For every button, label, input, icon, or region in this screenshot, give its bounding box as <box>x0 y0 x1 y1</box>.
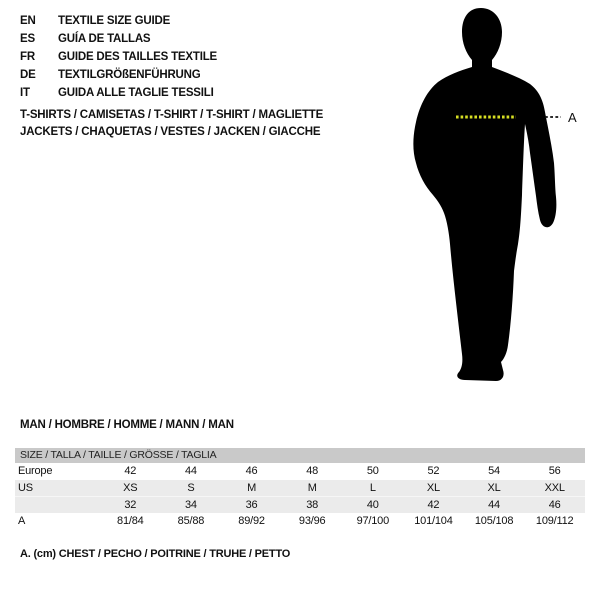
category-line-tshirts: T-SHIRTS / CAMISETAS / T-SHIRT / T-SHIRT / MAGLIETTE <box>20 109 324 121</box>
language-label: TEXTILE SIZE GUIDE <box>58 15 171 27</box>
size-cell: XL <box>487 481 501 494</box>
size-cell: XL <box>426 481 440 494</box>
category-line-jackets: JACKETS / CHAQUETAS / VESTES / JACKEN / GIACCHE <box>20 126 321 138</box>
row-label: US <box>18 481 33 494</box>
size-cell: 97/100 <box>356 514 390 527</box>
size-cell: 36 <box>245 498 258 511</box>
section-title-man: MAN / HOMBRE / HOMME / MANN / MAN <box>20 419 234 431</box>
size-cell: 38 <box>306 498 319 511</box>
size-cell: 50 <box>366 465 379 478</box>
size-cell: 40 <box>366 498 379 511</box>
language-label: GUIDE DES TAILLES TEXTILE <box>58 51 217 63</box>
figure-diagram <box>405 5 580 395</box>
size-cell: 54 <box>488 465 500 478</box>
row-label: Europe <box>18 465 53 478</box>
size-cell: M <box>247 481 257 494</box>
language-list <box>20 12 217 102</box>
size-cell: 109/112 <box>535 514 574 527</box>
language-row-en <box>20 12 217 30</box>
size-cell: 85/88 <box>177 514 205 527</box>
language-row-es <box>20 30 217 48</box>
size-cell: 46 <box>548 498 561 511</box>
row-label: A <box>18 514 26 527</box>
size-table <box>15 448 585 529</box>
size-cell: XXL <box>544 481 565 494</box>
size-cell: 42 <box>427 498 440 511</box>
man-silhouette <box>405 5 580 395</box>
size-cell: 93/96 <box>298 514 326 527</box>
table-row-numeric <box>15 496 585 513</box>
language-code: EN <box>20 15 36 27</box>
size-cell: 101/104 <box>414 514 453 527</box>
category-list <box>20 107 323 141</box>
language-row-fr <box>20 48 217 66</box>
size-cell: S <box>187 481 195 494</box>
size-cell: 32 <box>124 498 137 511</box>
table-row-europe <box>15 463 585 480</box>
size-table-header: SIZE / TALLA / TAILLE / GRÖSSE / TAGLIA <box>15 448 585 463</box>
language-label: GUÍA DE TALLAS <box>58 33 151 45</box>
man-silhouette-shape <box>413 8 556 381</box>
language-code: IT <box>20 87 30 99</box>
table-row-chest-a <box>15 513 585 530</box>
size-cell: 81/84 <box>117 514 144 527</box>
measurement-footnote: A. (cm) CHEST / PECHO / POITRINE / TRUHE / PETTO <box>20 548 291 560</box>
language-label: TEXTILGRÖßENFÜHRUNG <box>58 69 201 81</box>
language-row-de <box>20 66 217 84</box>
size-cell: 89/92 <box>238 514 265 527</box>
size-cell: 56 <box>548 465 561 478</box>
size-cell: M <box>307 481 317 494</box>
table-row-us <box>15 480 585 497</box>
language-row-it <box>20 84 217 102</box>
size-cell: 42 <box>124 465 137 478</box>
size-cell: 44 <box>488 498 500 511</box>
language-label: GUIDA ALLE TAGLIE TESSILI <box>58 87 214 99</box>
size-cell: 52 <box>427 465 440 478</box>
size-cell: XS <box>123 481 138 494</box>
language-code: DE <box>20 69 36 81</box>
size-cell: L <box>369 481 376 494</box>
measure-label-a: A <box>568 110 577 125</box>
size-cell: 34 <box>185 498 197 511</box>
size-cell: 105/108 <box>474 514 514 527</box>
size-cell: 44 <box>185 465 197 478</box>
language-code: ES <box>20 33 35 45</box>
size-cell: 48 <box>306 465 319 478</box>
size-cell: 46 <box>245 465 258 478</box>
language-code: FR <box>20 51 35 63</box>
